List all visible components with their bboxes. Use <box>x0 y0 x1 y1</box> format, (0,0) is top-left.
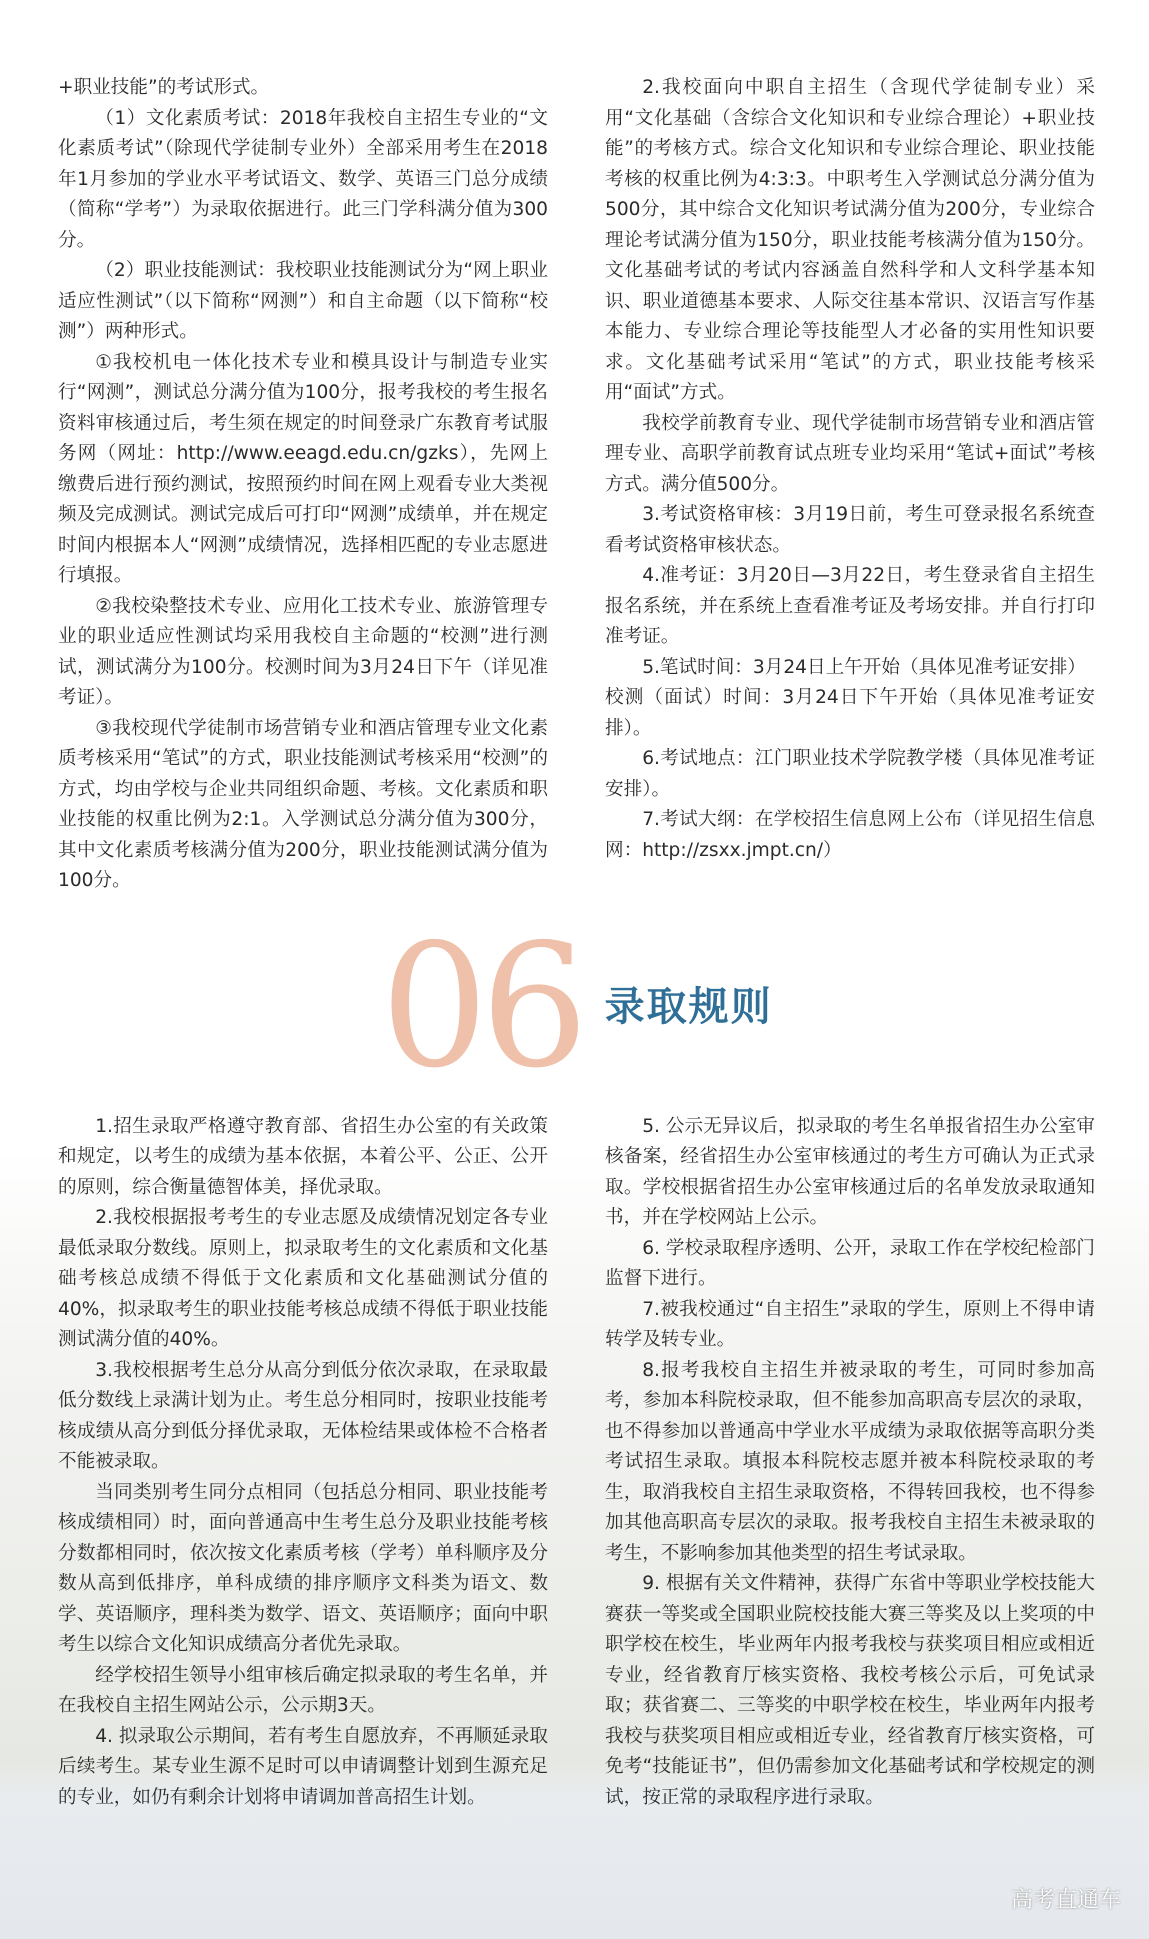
paragraph: 4.准考证：3月20日—3月22日，考生登录省自主招生报名系统，并在系统上查看准考证及考场安排。并自行打印准考证。 <box>605 565 1095 647</box>
paragraph: 5. 公示无异议后，拟录取的考生名单报省招生办公室审核备案，经省招生办公室审核通过的考生方可确认为正式录取。学校根据省招生办公室审核通过后的名单发放录取通知书，并在学校网站上公示。 <box>605 1115 1095 1228</box>
paragraph: 我校学前教育专业、现代学徒制市场营销专业和酒店管理专业、高职学前教育试点班专业均采用“笔试+面试”考核方式。满分值500分。 <box>605 412 1095 495</box>
bottom-section <box>58 1112 1095 1814</box>
paragraph: 6. 学校录取程序透明、公开，录取工作在学校纪检部门监督下进行。 <box>605 1237 1095 1289</box>
bottom-left-column <box>58 1112 548 1814</box>
paragraph: 8.报考我校自主招生并被录取的考生，可同时参加高考，参加本科院校录取，但不能参加高职高专层次的录取，也不得参加以普通高中学业水平成绩为录取依据等高职分类考试招生录取。填报本科院校志愿并被本科院校录取的考生，取消我校自主招生录取资格，不得转回我校，也不得参加其他高职高专层次的录取。报考我校自主招生未被录取的考生，不影响参加其他类型的招生考试录取。 <box>605 1359 1095 1564</box>
paragraph: 6.考试地点：江门职业技术学院教学楼（具体见准考证安排）。 <box>605 748 1095 800</box>
paragraph: 9. 根据有关文件精神，获得广东省中等职业学校技能大赛获一等奖或全国职业院校技能大赛三等奖及以上奖项的中职学校在校生，毕业两年内报考我校与获奖项目相应或相近专业，经省教育厅核实资格、我校考核公示后，可免试录取；获省赛二、三等奖的中职学校在校生，毕业两年内报考我校与获奖项目相应或相近专业，经省教育厅核实资格，可免考“技能证书”，但仍需参加文化基础考试和学校规定的测试，按正常的录取程序进行录取。 <box>605 1573 1095 1808</box>
top-section <box>58 73 1095 897</box>
top-left-column <box>58 73 548 897</box>
paragraph: 3.我校根据考生总分从高分到低分依次录取，在录取最低分数线上录满计划为止。考生总分相同时，按职业技能考核成绩从高分到低分择优录取，无体检结果或体检不合格者不能被录取。 <box>58 1359 548 1472</box>
paragraph: 4. 拟录取公示期间，若有考生自愿放弃，不再顺延录取后续考生。某专业生源不足时可以申请调整计划到生源充足的专业，如仍有剩余计划将申请调加普高招生计划。 <box>58 1725 548 1808</box>
section-heading <box>58 907 1095 1106</box>
top-right-column <box>605 73 1095 866</box>
paragraph: 3.考试资格审核：3月19日前，考生可登录报名系统查看考试资格审核状态。 <box>605 504 1095 556</box>
paragraph: （2）职业技能测试：我校职业技能测试分为“网上职业适应性测试”（以下简称“网测”）和自主命题（以下简称“校测”）两种形式。 <box>58 260 548 342</box>
paragraph: ①我校机电一体化技术专业和模具设计与制造专业实行“网测”，测试总分满分值为100分，报考我校的考生报名资料审核通过后，考生须在规定的时间登录广东教育考试服务网（网址：http://www.eeagd.edu.cn/gzks），先网上缴费后进行预约测试，按照预约时间在网上观看专业大类视频及完成测试。测试完成后可打印“网测”成绩单，并在规定时间内根据本人“网测”成绩情况，选择相匹配的专业志愿进行填报。 <box>58 351 548 586</box>
footer-watermark: 高考直通车 <box>1010 1888 1121 1913</box>
paragraph: 2.我校面向中职自主招生（含现代学徒制专业）采用“文化基础（含综合文化知识和专业综合理论）+职业技能”的考核方式。综合文化知识和专业综合理论、职业技能考核的权重比例为4:3:3。中职考生入学测试总分满分值为500分，其中综合文化知识考试满分值为200分，专业综合理论考试满分值为150分，职业技能考核满分值为150分。文化基础考试的考试内容涵盖自然科学和人文科学基本知识、职业道德基本要求、人际交往基本常识、汉语言写作基本能力、专业综合理论等技能型人才必备的实用性知识要求。文化基础考试采用“笔试”的方式，职业技能考核采用“面试”方式。 <box>605 77 1095 403</box>
paragraph: 7.被我校通过“自主招生”录取的学生，原则上不得申请转学及转专业。 <box>605 1298 1095 1350</box>
paragraph: 校测（面试）时间：3月24日下午开始（具体见准考证安排）。 <box>605 687 1095 739</box>
paragraph: 2.我校根据报考考生的专业志愿及成绩情况划定各专业最低录取分数线。原则上，拟录取考生的文化素质和文化基础考核总成绩不得低于文化素质和文化基础测试分值的40%，拟录取考生的职业技能考核总成绩不得低于职业技能测试满分值的40%。 <box>58 1207 548 1350</box>
paragraph: 1.招生录取严格遵守教育部、省招生办公室的有关政策和规定，以考生的成绩为基本依据，本着公平、公正、公开的原则，综合衡量德智体美，择优录取。 <box>58 1115 548 1198</box>
paragraph: +职业技能”的考试形式。 <box>58 77 270 98</box>
section-title: 录取规则 <box>604 982 773 1030</box>
paragraph: 经学校招生领导小组审核后确定拟录取的考生名单，并在我校自主招生网站公示，公示期3天。 <box>58 1664 548 1716</box>
paragraph: ③我校现代学徒制市场营销专业和酒店管理专业文化素质考核采用“笔试”的方式，职业技能测试考核采用“校测”的方式，均由学校与企业共同组织命题、考核。文化素质和职业技能的权重比例为2:1。入学测试总分满分值为300分，其中文化素质考核满分值为200分，职业技能测试满分值为100分。 <box>58 717 548 891</box>
section-number: 06 <box>380 907 581 1106</box>
paragraph: ②我校染整技术专业、应用化工技术专业、旅游管理专业的职业适应性测试均采用我校自主命题的“校测”进行测试，测试满分为100分。校测时间为3月24日下午（详见准考证）。 <box>58 595 548 708</box>
paragraph: 5.笔试时间：3月24日上午开始（具体见准考证安排） <box>642 656 1086 678</box>
paragraph: 当同类别考生同分点相同（包括总分相同、职业技能考核成绩相同）时，面向普通高中生考生总分及职业技能考核分数都相同时，依次按文化素质考核（学考）单科顺序及分数从高到低排序，单科成绩的排序顺序文科类为语文、数学、英语顺序，理科类为数学、语文、英语顺序；面向中职考生以综合文化知识成绩高分者优先录取。 <box>58 1481 548 1655</box>
paragraph: （1）文化素质考试：2018年我校自主招生专业的“文化素质考试”（除现代学徒制专业外）全部采用考生在2018年1月参加的学业水平考试语文、数学、英语三门总分成绩（简称“学考”）为录取依据进行。此三门学科满分值为300分。 <box>58 107 548 251</box>
bottom-right-column <box>605 1112 1095 1814</box>
paragraph: 7.考试大纲：在学校招生信息网上公布（详见招生信息网：http://zsxx.jmpt.cn/） <box>605 809 1095 861</box>
